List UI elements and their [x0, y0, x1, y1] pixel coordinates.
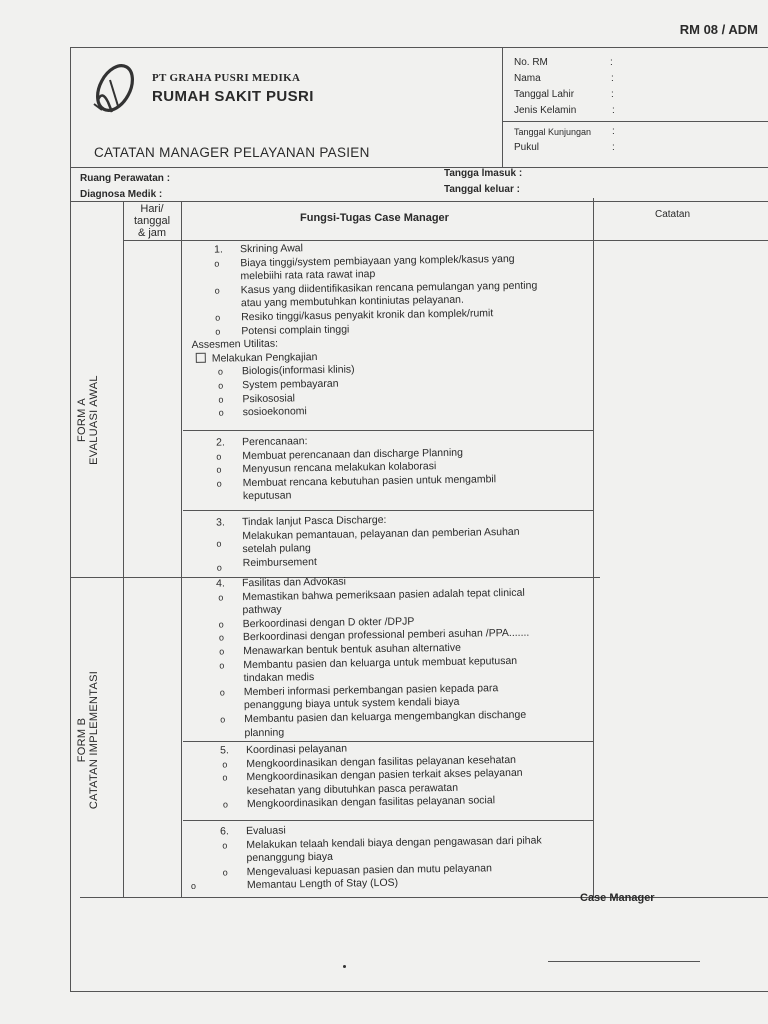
bullet-icon: o: [216, 478, 222, 489]
list-item-text: planning: [244, 726, 285, 739]
list-item-text: Mengkoordinasikan dengan fasilitas pelayanan kesehatan: [246, 753, 517, 770]
company-name: PT GRAHA PUSRI MEDIKA: [152, 72, 301, 84]
form-a-label: [76, 360, 116, 480]
section-number: 4.: [215, 577, 225, 590]
case-manager-label: Case Manager: [580, 892, 655, 904]
list-item-text: Biaya tinggi/system pembiayaan yang komplek/kasus yang: [240, 252, 515, 269]
notes-col-divider: [593, 198, 594, 898]
list-item-text: Mengkoordinasikan dengan fasilitas pelayanan social: [246, 794, 496, 811]
date-column-header: [124, 203, 180, 239]
bullet-icon: o: [222, 759, 228, 770]
header-right-divider: [502, 121, 768, 122]
list-item-text: Psikososial: [242, 391, 296, 405]
colon: :: [612, 105, 615, 116]
list-item-text: setelah pulang: [242, 542, 311, 556]
section-fasilitas-advokasi: [190, 572, 593, 741]
form-code: RM 08 / ADM: [679, 22, 758, 37]
bullet-icon: o: [216, 464, 222, 475]
bullet-icon: o: [222, 772, 228, 783]
form-b-subtitle: CATATAN IMPLEMENTASI: [88, 670, 100, 810]
list-item-text: System pembayaran: [242, 377, 339, 392]
section-tindak-lanjut: [190, 511, 591, 572]
section-number: 3.: [215, 516, 225, 529]
bullet-icon: o: [218, 407, 224, 418]
bullet-icon: o: [214, 258, 220, 269]
list-item-text: Menyusun rencana melakukan kolaborasi: [242, 460, 437, 476]
form-b-title: FORM B: [76, 717, 88, 763]
form-a-subtitle: EVALUASI AWAL: [88, 375, 100, 465]
header-divider: [502, 47, 503, 167]
checkbox-icon[interactable]: [196, 353, 206, 363]
ink-dot: [343, 965, 346, 968]
bullet-icon: o: [216, 451, 222, 462]
bullet-icon: o: [222, 840, 228, 851]
colon: :: [612, 142, 615, 153]
colon: :: [611, 89, 614, 100]
list-item-text: Memantau Length of Stay (LOS): [246, 877, 399, 892]
section-number: 5.: [219, 744, 229, 757]
list-item-text: Melakukan pemantauan, pelayanan dan pemberian Asuhan: [242, 525, 520, 542]
list-item-text: Memberi informasi perkembangan pasien kepada para: [243, 681, 499, 698]
bullet-icon: o: [219, 660, 225, 671]
section-perencanaan: [190, 431, 591, 505]
list-item-text: melebiihi rata rata rawat inap: [240, 268, 376, 283]
list-item-text: Potensi complain tinggi: [241, 323, 350, 337]
section-title: Koordinasi pelayanan: [245, 742, 348, 757]
section-number: 6.: [219, 825, 229, 838]
list-item-text: Biologis(informasi klinis): [241, 363, 355, 378]
task-col-divider: [181, 201, 182, 897]
list-item-text: Berkoordinasi dengan professional pemberi asuhan /PPA.......: [242, 627, 530, 644]
list-item-text: kesehatan yang dibutuhkan pasca perawatan: [246, 781, 459, 797]
bullet-icon: o: [215, 326, 221, 337]
section-skrining-awal: [190, 238, 593, 421]
bullet-icon: o: [218, 592, 224, 603]
field-tanggal-lahir: Tanggal Lahir: [514, 89, 575, 100]
bullet-icon: o: [215, 312, 221, 323]
list-item-text: penanggung biaya untuk system kendali biaya: [243, 696, 460, 712]
list-item-text: Membantu pasien dan keluarga mengembangkan dischange: [244, 708, 527, 726]
field-jenis-kelamin: Jenis Kelamin: [514, 105, 577, 116]
tanggal-keluar-label: Tanggal keluar :: [444, 184, 520, 195]
signature-line: [548, 961, 700, 962]
hospital-logo-icon: [88, 60, 140, 118]
list-item-text: Kasus yang diidentifikasikan rencana pemulangan yang penting: [240, 279, 538, 296]
bullet-icon: o: [222, 867, 228, 878]
bullet-icon: o: [218, 380, 224, 391]
list-item-text: Membuat perencanaan dan discharge Planning: [242, 446, 464, 462]
ruang-perawatan-label: Ruang Perawatan :: [80, 173, 171, 184]
bullet-icon: o: [216, 562, 222, 573]
field-no-rm: No. RM: [514, 57, 548, 68]
bullet-icon: o: [216, 538, 222, 549]
list-item-text: pathway: [242, 603, 282, 617]
hospital-name: RUMAH SAKIT PUSRI: [152, 88, 314, 105]
table-bottom-line: [80, 897, 768, 898]
list-item-text: Reimbursement: [242, 555, 317, 569]
list-item-text: Mengkoordinasikan dengan pasien terkait akses pelayanan: [246, 766, 523, 784]
list-item-text: tindakan medis: [243, 671, 315, 685]
section-title: Perencanaan:: [241, 435, 308, 449]
list-item-text: sosioekonomi: [242, 405, 307, 419]
bullet-icon: o: [220, 714, 226, 725]
section-number: 2.: [215, 436, 225, 449]
section-title: Skrining Awal: [239, 242, 304, 256]
pengkajian-text: Melakukan Pengkajian: [211, 350, 318, 365]
form-title: CATATAN MANAGER PELAYANAN PASIEN: [94, 145, 370, 160]
date-header-line: tanggal: [133, 215, 171, 227]
table-top-line: [70, 201, 768, 202]
colon: :: [610, 57, 613, 68]
bullet-icon: o: [218, 632, 225, 643]
list-item-text: atau yang membutuhkan kontiniutas pelayanan.: [240, 294, 465, 310]
section-evaluasi: [190, 820, 591, 894]
date-header-line: Hari/: [140, 203, 164, 215]
bullet-icon: o: [219, 687, 225, 698]
date-header-line: & jam: [137, 227, 167, 239]
tanggal-masuk-label: Tangga lmasuk :: [444, 168, 523, 179]
section-title: Evaluasi: [245, 824, 286, 838]
bullet-icon: o: [219, 646, 225, 657]
field-nama: Nama: [514, 73, 541, 84]
date-col-divider: [123, 201, 124, 897]
list-item-text: Mengevaluasi kepuasan pasien dan mutu pelayanan: [246, 862, 492, 878]
section-title: Tindak lanjut Pasca Discharge:: [241, 513, 387, 529]
section-number: 1.: [213, 243, 223, 256]
list-item-text: penanggung biaya: [246, 850, 334, 865]
form-a-title: FORM A: [76, 398, 88, 442]
form-b-label: [76, 660, 116, 820]
section-koordinasi-pelayanan: [190, 739, 591, 813]
list-item-text: Menawarkan bentuk bentuk asuhan alternative: [243, 641, 461, 658]
colon: :: [611, 73, 614, 84]
header-bottom-line: [70, 167, 768, 168]
list-item-text: Resiko tinggi/kasus penyakit kronik dan komplek/rumit: [241, 307, 494, 324]
notes-column-header: Catatan: [655, 209, 691, 220]
field-tanggal-kunjungan: Tanggal Kunjungan: [514, 127, 592, 137]
bullet-icon: o: [214, 285, 220, 296]
field-pukul: Pukul: [514, 142, 540, 153]
list-item-text: keputusan: [242, 489, 292, 503]
assesmen-text: Assesmen Utilitas:: [191, 337, 279, 352]
diagnosa-medik-label: Diagnosa Medik :: [80, 189, 163, 200]
bullet-icon: o: [217, 366, 224, 377]
list-item-text: Membuat rencana kebutuhan pasien untuk mengambil: [242, 472, 497, 489]
bullet-icon: o: [218, 394, 224, 405]
tasks-column-header: Fungsi-Tugas Case Manager: [300, 212, 449, 224]
section-title: Fasilitas dan Advokasi: [241, 575, 347, 590]
colon: :: [612, 126, 615, 137]
bullet-icon: o: [222, 799, 229, 810]
list-item-text: Memastikan bahwa pemeriksaan pasien adalah tepat clinical: [242, 586, 525, 603]
list-item-text: Melakukan telaah kendali biaya dengan pengawasan dari pihak: [246, 834, 542, 851]
bullet-icon: o: [218, 619, 224, 630]
list-item-text: Berkoordinasi dengan D okter /DPJP: [242, 615, 415, 630]
bullet-icon: o: [190, 881, 197, 892]
list-item-text: Membantu pasien dan keluarga untuk membuat keputusan: [243, 654, 518, 671]
